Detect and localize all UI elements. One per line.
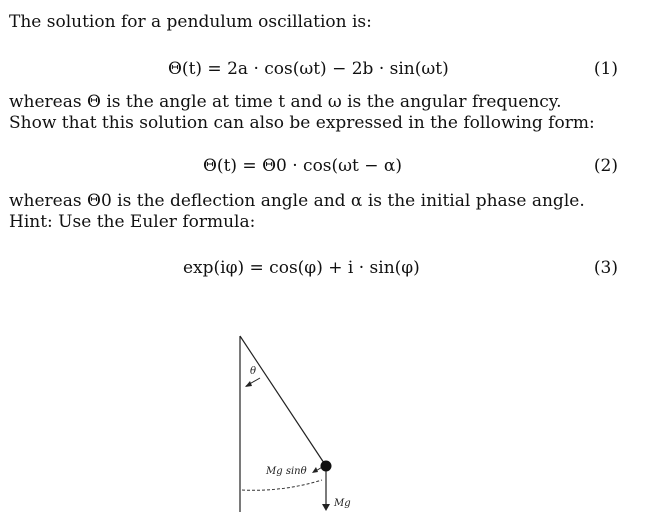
equation-1-number: (1) (593, 59, 618, 79)
angle-arrowhead (245, 381, 252, 387)
weight-arrowhead (322, 504, 330, 511)
paragraph-1-line-2: Show that this solution can also be expressed in the following form: (9, 113, 595, 133)
equation-2-number: (2) (593, 156, 618, 176)
equation-2: Θ(t) = Θ0 · cos(ωt − α) (203, 156, 403, 176)
pendulum-string (240, 336, 326, 466)
equation-3: exp(iφ) = cos(φ) + i · sin(φ) (183, 258, 420, 278)
equation-1: Θ(t) = 2a · cos(ωt) − 2b · sin(ωt) (168, 59, 449, 79)
paragraph-2-line-1: whereas Θ0 is the deflection angle and α is the initial phase angle. (9, 191, 585, 211)
pendulum-figure (228, 330, 378, 520)
pendulum-diagram (228, 330, 378, 520)
weight-label: Mg (334, 498, 351, 509)
paragraph-1-line-1: whereas Θ is the angle at time t and ω is the angular frequency. (9, 92, 562, 112)
paragraph-2-line-2: Hint: Use the Euler formula: (9, 212, 256, 232)
equation-3-number: (3) (593, 258, 618, 278)
tangential-force-arrowhead (312, 467, 318, 473)
angle-label: θ (250, 366, 257, 377)
pendulum-bob (321, 461, 332, 472)
tangential-force-label: Mg sinθ (266, 466, 307, 477)
swing-arc (242, 480, 322, 490)
intro-text: The solution for a pendulum oscillation is: (9, 12, 372, 32)
